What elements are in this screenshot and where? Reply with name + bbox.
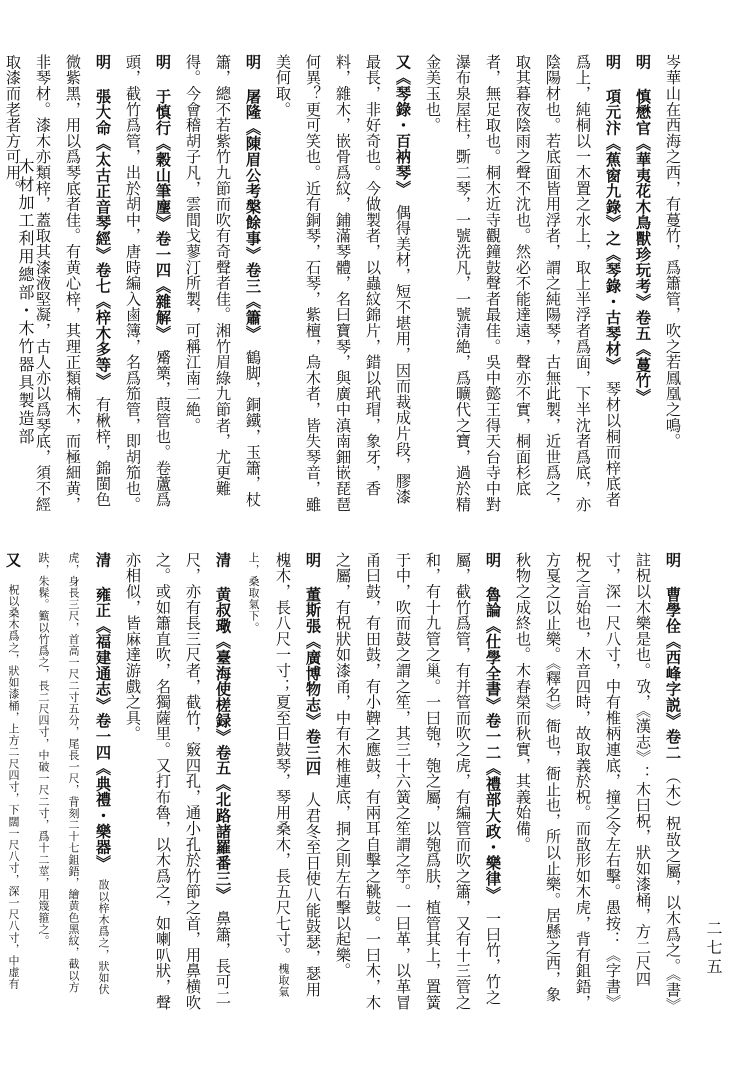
entry-source: 《太古正音琴經》卷七《梓木多等》	[94, 135, 112, 382]
page-number: 二七五	[704, 920, 723, 977]
running-head: 木材加工利用總部・木竹器具製造部	[16, 158, 35, 446]
upper-entry-5	[118, 54, 178, 514]
entry-author: 明 魯論	[484, 552, 502, 618]
lower-entry-1	[328, 552, 508, 1012]
entry-text: 鶴脚，銅鐵，玉簫，杖簫，總不若紫竹九節而吹有奇聲者佳。湘竹眉綠九節者，尤更難得。今會稽胡子凡，雲間戈蓼汀所製，可稱江南二絶。	[184, 54, 262, 508]
entry-text: 敔以梓木爲之，狀如伏虎，身長三尺，首高一尺二寸五分，尾長一尺，背刻二十七鉏鋙，繪黄色黑紋，截以方趺，朱髹。籈以竹爲之，長二尺四寸，中破一尺二寸，爲十二莖，用篾箍之。	[37, 552, 110, 996]
entry-author: 清 雍正	[94, 552, 112, 618]
upper-entry-6	[0, 54, 118, 514]
entry-text: 偶得美材，短不堪用，因而裁成片段，膠漆最長，非好奇也。今做製者，以蟲紋錦片，錯以玳瑁，象牙，香料，雜木，嵌骨爲紋，鋪滿琴體，名曰寶琴，與廣中滇南鈿嵌琵琶何異？更可笑也。近有銅琴，石琴，紫檀，烏木者，皆失琴音，雖美何取。	[274, 54, 412, 513]
upper-entry-0	[658, 54, 688, 514]
lower-text-block	[4, 552, 688, 1012]
entry-author: 清 黄叔璥	[214, 552, 232, 634]
entry-text: 琴材以桐而梓底者爲上，純桐以一木置之水上，取上半浮者爲面，下半沈者爲底，亦陰陽材也。若底面皆用浮者，謂之純陽琴，古無此製，近世爲之，取其暮夜陰雨之聲不沈也。然必不能達遠，聲亦不實，桐面杉底者，無足取也。桐木近寺觀鐘鼓聲者最佳。吳中懿王得天台寺中對瀑布泉屋柱，斲二琴，一號洗凡，一號清絶，爲曠代之寶，過於精金美玉也。	[424, 54, 622, 513]
entry-source: 《華夷花木鳥獸珍玩考》卷五《蔓竹》	[634, 135, 652, 405]
lower-entry-2	[238, 552, 328, 1012]
entry-source: 《廣博物志》卷三四	[304, 633, 322, 777]
entry-source: 《穀山筆麈》卷一四《雜解》	[154, 135, 172, 334]
entry-author: 明 曹學佺	[664, 552, 682, 634]
entry-text: 岑華山在西海之西，有蔓竹，爲簫管，吹之若鳳凰之鳴。	[664, 54, 682, 449]
entry-text: 一曰竹，竹之屬，截竹爲管，有并管而吹之虎，有編管而吹之簫，又有十三管之和，有十九管之巢。一曰匏，匏之屬，以匏爲肤，植管其上，置簧于中，吹而鼓之謂之笙，其三十六簧之笙謂之竽。一曰革，以革冒甬曰鼓，有田鼓，有小鞞之應鼓，有兩耳自擊之鞉鼓。一曰木，木之屬，有柷狀如漆甬，中有木椎連底，挏之則左右擊以起樂。	[334, 552, 502, 1011]
entry-text: （木）柷敔之屬，以木爲之。《書》註柷以木樂是也。攷，《漢志》：木曰柷，狀如漆桶，方二尺四寸，深一尺八寸，中有椎柄連底，撞之令左右擊。愚按：《字書》柷之言始也，木音四時，故取義於柷。而敔形如木虎，背有鉏鋙，方戛之以止樂。《釋名》衙也，衙止也，所以止樂。居懸之西，象秋物之成終也。木春榮而秋實，其義始備。	[514, 552, 682, 1011]
entry-author: 明 張大命	[94, 54, 112, 136]
entry-author: 明 屠隆	[244, 54, 262, 120]
entry-author: 明 董斯張	[304, 552, 322, 634]
entry-source: 《琴錄・百衲琴》	[394, 69, 412, 189]
lower-entry-4	[28, 552, 118, 1012]
entry-source: 《福建通志》卷一四《典禮・樂器》	[94, 618, 112, 864]
entry-author: 明 于慎行	[154, 54, 172, 136]
entry-text: 柷以桑木爲之，狀如漆桶，上方二尺四寸，下闊一尺八寸，深一尺八寸，中虚有	[7, 583, 20, 990]
upper-entry-1	[628, 54, 658, 514]
entry-source: 《臺海使槎録》卷五《北路諸羅番三》	[214, 633, 232, 895]
entry-author: 明 慎懋官	[634, 54, 652, 136]
entry-text: 觱篥，葭管也。卷蘆爲頭，截竹爲管，出於胡中，唐時編入鹵簿，名爲笳管，即胡笳也。	[124, 54, 172, 513]
lower-entry-3	[118, 552, 238, 1012]
entry-author: 又	[4, 552, 22, 568]
lower-entry-5	[0, 552, 28, 1012]
entry-text: 人君冬至日使八能鼓瑟，瑟用槐木，長八尺一寸；夏至日鼓琴，琴用桑木，長五尺七寸。	[274, 552, 322, 998]
entry-source: 《仕學全書》卷一二《禮部大政・樂律》	[484, 618, 502, 895]
entry-author: 明 項元汴	[604, 54, 622, 136]
upper-entry-2	[418, 54, 628, 514]
entry-author: 又	[394, 54, 412, 70]
entry-source: 《蕉窗九錄》之《琴錄・古琴材》	[604, 135, 622, 366]
entry-source: 《西峰字説》卷二	[664, 633, 682, 761]
lower-entry-0	[508, 552, 688, 1012]
entry-note: 槐取氣上，桑取氣下。	[247, 552, 290, 998]
entry-source: 《陳眉公考槃餘事》卷三《簫》	[244, 120, 262, 334]
upper-entry-4	[178, 54, 268, 514]
entry-text: 鼻簫，長可二尺，亦有長三尺者，截竹，竅四孔，通小孔於竹節之首，用鼻横吹之。或如簫直吹，名獨薩里。又打布魯，以木爲之，如喇叭狀，聲亦相似，皆麻達游戲之具。	[124, 552, 232, 1011]
upper-entry-3	[268, 54, 418, 514]
entry-text: 有楸梓，錦閩色微紫黑，用以爲琴底者佳。有黄心梓，其理正類楠木，而極細黄，非琴材。漆木亦類梓，蓋取其漆液堅凝，古人亦以爲琴底，須不經取漆而老者方可用。	[4, 54, 112, 513]
